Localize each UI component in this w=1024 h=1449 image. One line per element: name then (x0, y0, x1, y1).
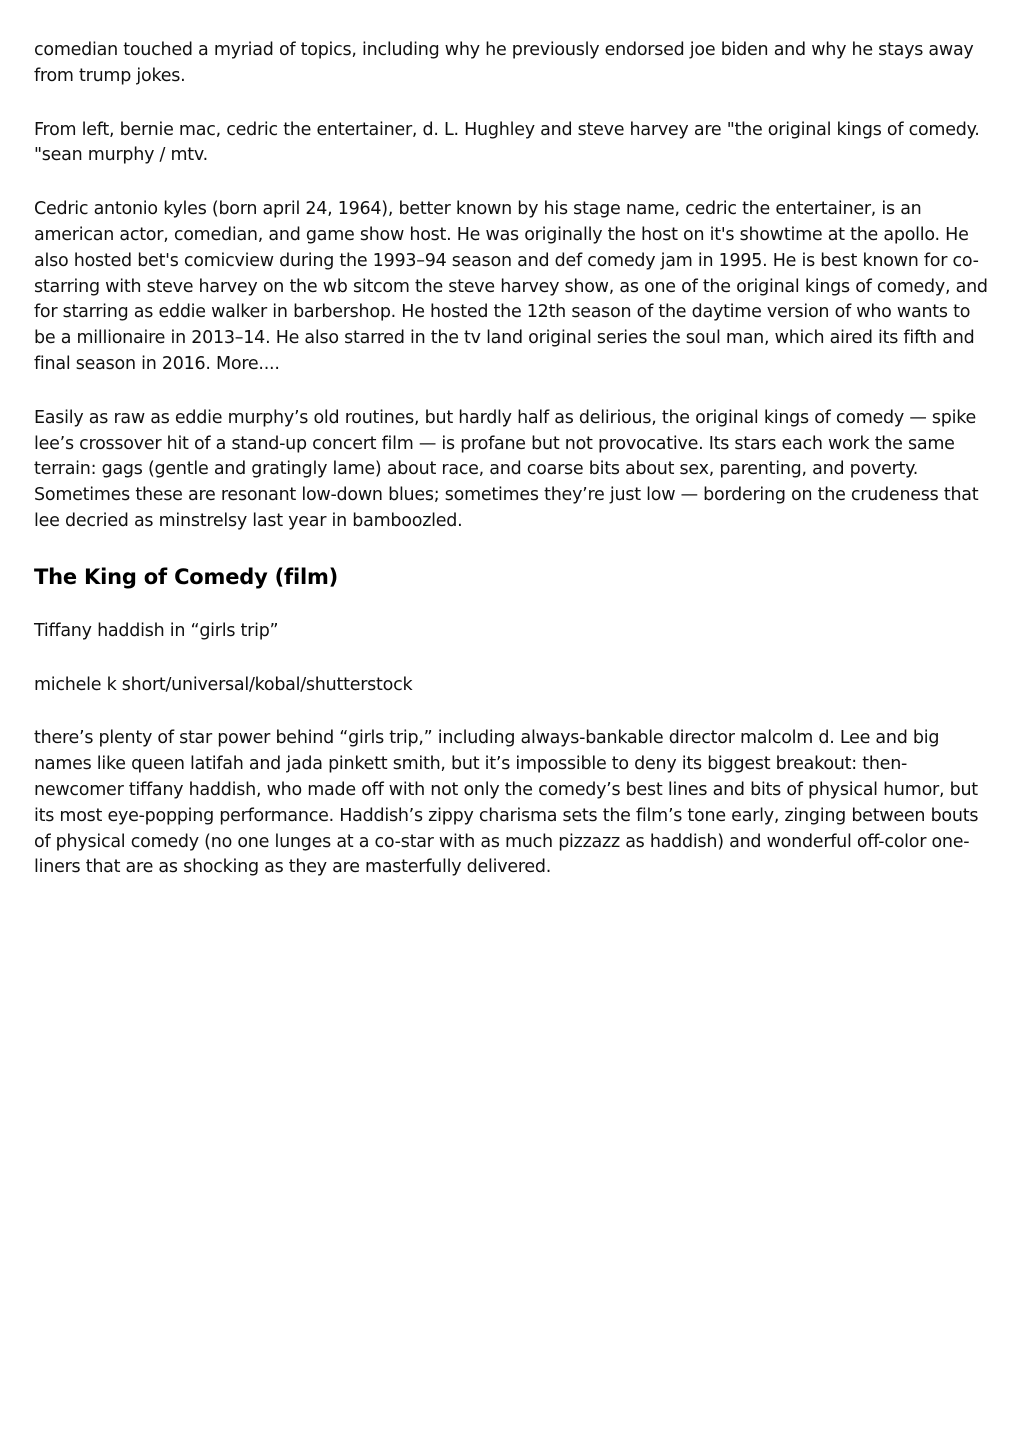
paragraph-tiffany-caption: Tiffany haddish in “girls trip” (34, 620, 279, 641)
paragraph-girls-trip: there’s plenty of star power behind “girls trip,” including always-bankable director malcolm d. Lee and big names like queen latifah and jada pinkett smith, but it’s impossible to deny its biggest breakout: then-newcomer tiffany haddish, who made off with not only the comedy’s best lines and bits of physical humor, but its most eye-popping performance. Haddish’s zippy charisma sets the film’s tone early, zinging between bouts of physical comedy (no one lunges at a co-star with as much pizzazz as haddish) and wonderful off-color one-liners that are as shocking as they are masterfully delivered. (34, 728, 979, 878)
paragraph-cedric-bio: Cedric antonio kyles (born april 24, 1964), better known by his stage name, cedric the entertainer, is an american actor, comedian, and game show host. He was originally the host on it's showtime at the apollo. He also hosted bet's comicview during the 1993–94 season and def comedy jam in 1995. He is best known for co-starring with steve harvey on the wb sitcom the steve harvey show, as one of the original kings of comedy, and for starring as eddie walker in barbershop. He hosted the 12th season of the daytime version of who wants to be a millionaire in 2013–14. He also starred in the tv land original series the soul man, which aired its fifth and final season in 2016. More.... (34, 199, 988, 374)
paragraph-biden-trump: comedian touched a myriad of topics, including why he previously endorsed joe biden and why he stays away from trump jokes. (34, 40, 974, 86)
paragraph-review: Easily as raw as eddie murphy’s old routines, but hardly half as delirious, the original kings of comedy — spike lee’s crossover hit of a stand-up concert film — is profane but not provocative. Its stars each work the same terrain: gags (gentle and gratingly lame) about race, and coarse bits about sex, parenting, and poverty. Sometimes these are resonant low-down blues; sometimes they’re just low — bordering on the crudeness that lee decried as minstrelsy last year in bamboozled. (34, 407, 979, 531)
section-heading: The King of Comedy (film) (34, 564, 339, 589)
paragraph-kings-photo-caption: From left, bernie mac, cedric the entertainer, d. L. Hughley and steve harvey are "the original kings of comedy. "sean murphy / mtv. (34, 119, 980, 166)
article-body (34, 38, 994, 909)
paragraph-photo-credit: michele k short/universal/kobal/shutterstock (34, 674, 413, 695)
